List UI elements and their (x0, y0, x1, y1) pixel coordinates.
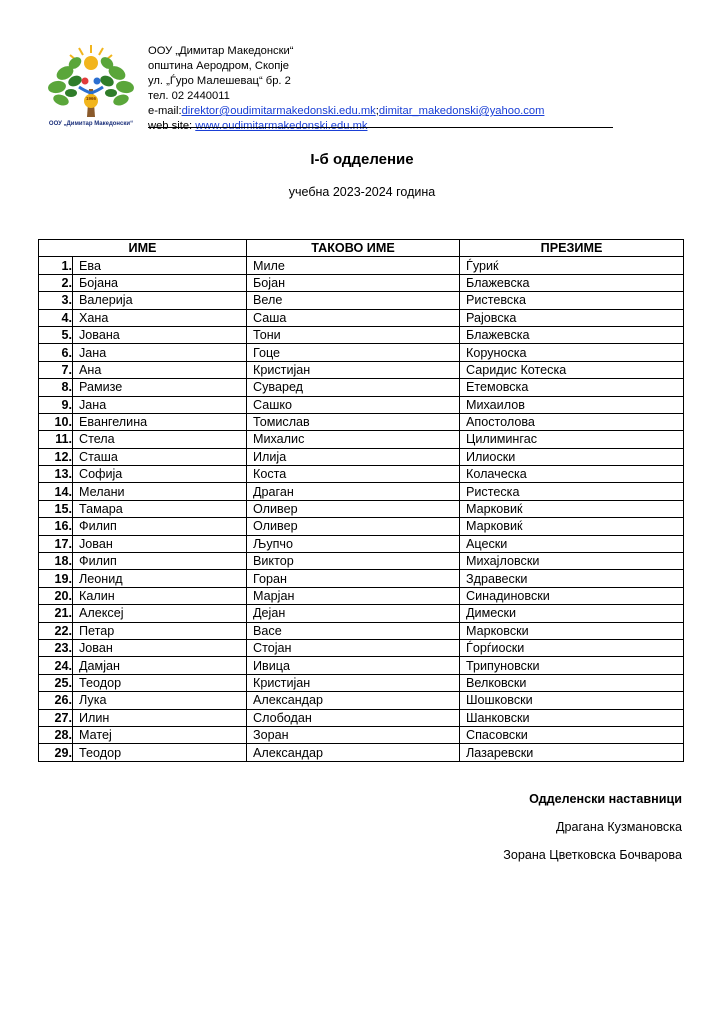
cell-father-name: Горан (247, 570, 460, 587)
school-municipality: општина Аеродром, Скопје (148, 60, 289, 72)
cell-father-name: Сашко (247, 396, 460, 413)
cell-first-name: Калин (73, 587, 247, 604)
row-number: 4. (39, 309, 73, 326)
row-number: 9. (39, 396, 73, 413)
cell-first-name: Алексеј (73, 605, 247, 622)
cell-surname: Спасовски (460, 726, 684, 743)
cell-surname: Здравески (460, 570, 684, 587)
row-number: 2. (39, 274, 73, 291)
row-number: 25. (39, 674, 73, 691)
table-row (39, 692, 684, 709)
cell-surname: Михаилов (460, 396, 684, 413)
cell-surname: Блажевска (460, 326, 684, 343)
table-row (39, 274, 684, 291)
table-row (39, 622, 684, 639)
header-divider (148, 127, 613, 128)
cell-father-name: Марјан (247, 587, 460, 604)
row-number: 29. (39, 744, 73, 761)
row-number: 20. (39, 587, 73, 604)
email-separator: ; (375, 105, 379, 117)
cell-first-name: Стела (73, 431, 247, 448)
table-row (39, 657, 684, 674)
column-header-father-name: ТАКОВО ИМЕ (247, 240, 460, 257)
cell-first-name: Евангелина (73, 413, 247, 430)
row-number: 12. (39, 448, 73, 465)
cell-surname: Марковски (460, 622, 684, 639)
cell-first-name: Мелани (73, 483, 247, 500)
letterhead (40, 40, 614, 132)
teacher-name: Драгана Кузмановска (556, 820, 682, 834)
row-number: 15. (39, 500, 73, 517)
cell-first-name: Јована (73, 326, 247, 343)
row-number: 24. (39, 657, 73, 674)
table-row (39, 431, 684, 448)
cell-surname: Велковски (460, 674, 684, 691)
logo-caption: ООУ „Димитар Македонски“ (48, 121, 134, 127)
table-row (39, 744, 684, 761)
logo-badge-text: 1966 (85, 96, 96, 101)
school-address: ул. „Ѓуро Малешевац“ бр. 2 (148, 75, 291, 87)
cell-first-name: Дамјан (73, 657, 247, 674)
row-number: 14. (39, 483, 73, 500)
table-row (39, 326, 684, 343)
table-row (39, 587, 684, 604)
cell-father-name: Васе (247, 622, 460, 639)
row-number: 1. (39, 257, 73, 274)
row-number: 17. (39, 535, 73, 552)
cell-surname: Лазаревски (460, 744, 684, 761)
school-logo (45, 43, 137, 131)
cell-surname: Марковиќ (460, 518, 684, 535)
student-roster-table (38, 239, 684, 762)
cell-surname: Етемовска (460, 379, 684, 396)
cell-surname: Синадиновски (460, 587, 684, 604)
tree-logo-icon (45, 43, 137, 131)
table-row (39, 361, 684, 378)
cell-first-name: Јован (73, 535, 247, 552)
cell-father-name: Кристијан (247, 674, 460, 691)
column-header-surname: ПРЕЗИМЕ (460, 240, 684, 257)
cell-father-name: Ивица (247, 657, 460, 674)
cell-first-name: Лука (73, 692, 247, 709)
cell-surname: Ристеска (460, 483, 684, 500)
cell-father-name: Веле (247, 292, 460, 309)
cell-first-name: Илин (73, 709, 247, 726)
page-title: I-б одделение (310, 151, 414, 168)
table-row (39, 344, 684, 361)
row-number: 7. (39, 361, 73, 378)
cell-father-name: Александар (247, 744, 460, 761)
table-row (39, 309, 684, 326)
school-name: ООУ „Димитар Македонски“ (148, 45, 294, 57)
row-number: 8. (39, 379, 73, 396)
school-phone: тел. 02 2440011 (148, 90, 230, 102)
cell-surname: Цилимингас (460, 431, 684, 448)
school-year: учебна 2023-2024 година (288, 185, 436, 199)
table-row (39, 292, 684, 309)
cell-father-name: Зоран (247, 726, 460, 743)
table-header-row (39, 240, 684, 257)
table-row (39, 448, 684, 465)
cell-first-name: Ева (73, 257, 247, 274)
cell-father-name: Драган (247, 483, 460, 500)
cell-father-name: Виктор (247, 553, 460, 570)
row-number: 21. (39, 605, 73, 622)
table-row (39, 709, 684, 726)
row-number: 3. (39, 292, 73, 309)
cell-surname: Михајловски (460, 553, 684, 570)
table-row (39, 500, 684, 517)
cell-surname: Шанковски (460, 709, 684, 726)
cell-father-name: Слободан (247, 709, 460, 726)
cell-father-name: Оливер (247, 518, 460, 535)
table-row (39, 535, 684, 552)
web-label: web site: (148, 120, 196, 132)
cell-first-name: Матеј (73, 726, 247, 743)
row-number: 27. (39, 709, 73, 726)
cell-first-name: Филип (73, 553, 247, 570)
cell-father-name: Миле (247, 257, 460, 274)
table-row (39, 257, 684, 274)
table-row (39, 674, 684, 691)
row-number: 26. (39, 692, 73, 709)
cell-first-name: Ана (73, 361, 247, 378)
cell-first-name: Бојана (73, 274, 247, 291)
row-number: 16. (39, 518, 73, 535)
cell-first-name: Леонид (73, 570, 247, 587)
cell-surname: Блажевска (460, 274, 684, 291)
email-label: e-mail: (148, 105, 182, 117)
row-number: 19. (39, 570, 73, 587)
cell-surname: Рајовска (460, 309, 684, 326)
cell-first-name: Рамизе (73, 379, 247, 396)
cell-father-name: Гоце (247, 344, 460, 361)
cell-surname: Ѓорѓиоски (460, 639, 684, 656)
row-number: 11. (39, 431, 73, 448)
cell-first-name: Јана (73, 344, 247, 361)
table-row (39, 553, 684, 570)
cell-surname: Димески (460, 605, 684, 622)
cell-surname: Илиоски (460, 448, 684, 465)
table-body (39, 257, 684, 761)
cell-first-name: Софија (73, 466, 247, 483)
cell-first-name: Јана (73, 396, 247, 413)
class-teachers (503, 792, 682, 876)
table-row (39, 396, 684, 413)
row-number: 6. (39, 344, 73, 361)
email-link-director[interactable]: direktor@oudimitarmakedonski.edu.mk (181, 105, 376, 117)
row-number: 18. (39, 553, 73, 570)
cell-father-name: Александар (247, 692, 460, 709)
row-number: 23. (39, 639, 73, 656)
website-link[interactable]: www.oudimitarmakedonski.edu.mk (195, 120, 368, 132)
cell-first-name: Петар (73, 622, 247, 639)
school-contact-info (148, 44, 544, 134)
row-number: 5. (39, 326, 73, 343)
school-email-line (148, 104, 544, 119)
cell-father-name: Томислав (247, 413, 460, 430)
teacher-name: Зорана Цветковска Бочварова (503, 848, 682, 862)
cell-first-name: Теодор (73, 744, 247, 761)
cell-surname: Трипуновски (460, 657, 684, 674)
table-row (39, 639, 684, 656)
column-header-first-name: ИМЕ (39, 240, 247, 257)
row-number: 13. (39, 466, 73, 483)
cell-first-name: Филип (73, 518, 247, 535)
teachers-label: Одделенски наставници (529, 792, 682, 806)
cell-surname: Колаческа (460, 466, 684, 483)
email-link-yahoo[interactable]: dimitar_makedonski@yahoo.com (378, 105, 545, 117)
cell-first-name: Теодор (73, 674, 247, 691)
table-row (39, 518, 684, 535)
cell-father-name: Илија (247, 448, 460, 465)
cell-first-name: Хана (73, 309, 247, 326)
row-number: 28. (39, 726, 73, 743)
cell-father-name: Михалис (247, 431, 460, 448)
table-row (39, 570, 684, 587)
cell-surname: Ацески (460, 535, 684, 552)
table-row (39, 413, 684, 430)
row-number: 22. (39, 622, 73, 639)
cell-father-name: Саша (247, 309, 460, 326)
table-row (39, 379, 684, 396)
cell-father-name: Бојан (247, 274, 460, 291)
cell-father-name: Суваред (247, 379, 460, 396)
row-number: 10. (39, 413, 73, 430)
cell-father-name: Дејан (247, 605, 460, 622)
cell-surname: Апостолова (460, 413, 684, 430)
cell-father-name: Коста (247, 466, 460, 483)
cell-surname: Коруноска (460, 344, 684, 361)
cell-father-name: Оливер (247, 500, 460, 517)
cell-surname: Саридис Котеска (460, 361, 684, 378)
cell-father-name: Кристијан (247, 361, 460, 378)
cell-surname: Ѓуриќ (460, 257, 684, 274)
table-row (39, 483, 684, 500)
cell-first-name: Валерија (73, 292, 247, 309)
cell-surname: Ристевска (460, 292, 684, 309)
cell-father-name: Тони (247, 326, 460, 343)
table-row (39, 466, 684, 483)
cell-first-name: Јован (73, 639, 247, 656)
table-row (39, 605, 684, 622)
table-row (39, 726, 684, 743)
cell-first-name: Тамара (73, 500, 247, 517)
cell-first-name: Сташа (73, 448, 247, 465)
cell-surname: Марковиќ (460, 500, 684, 517)
cell-surname: Шошковски (460, 692, 684, 709)
cell-father-name: Стојан (247, 639, 460, 656)
cell-father-name: Љупчо (247, 535, 460, 552)
